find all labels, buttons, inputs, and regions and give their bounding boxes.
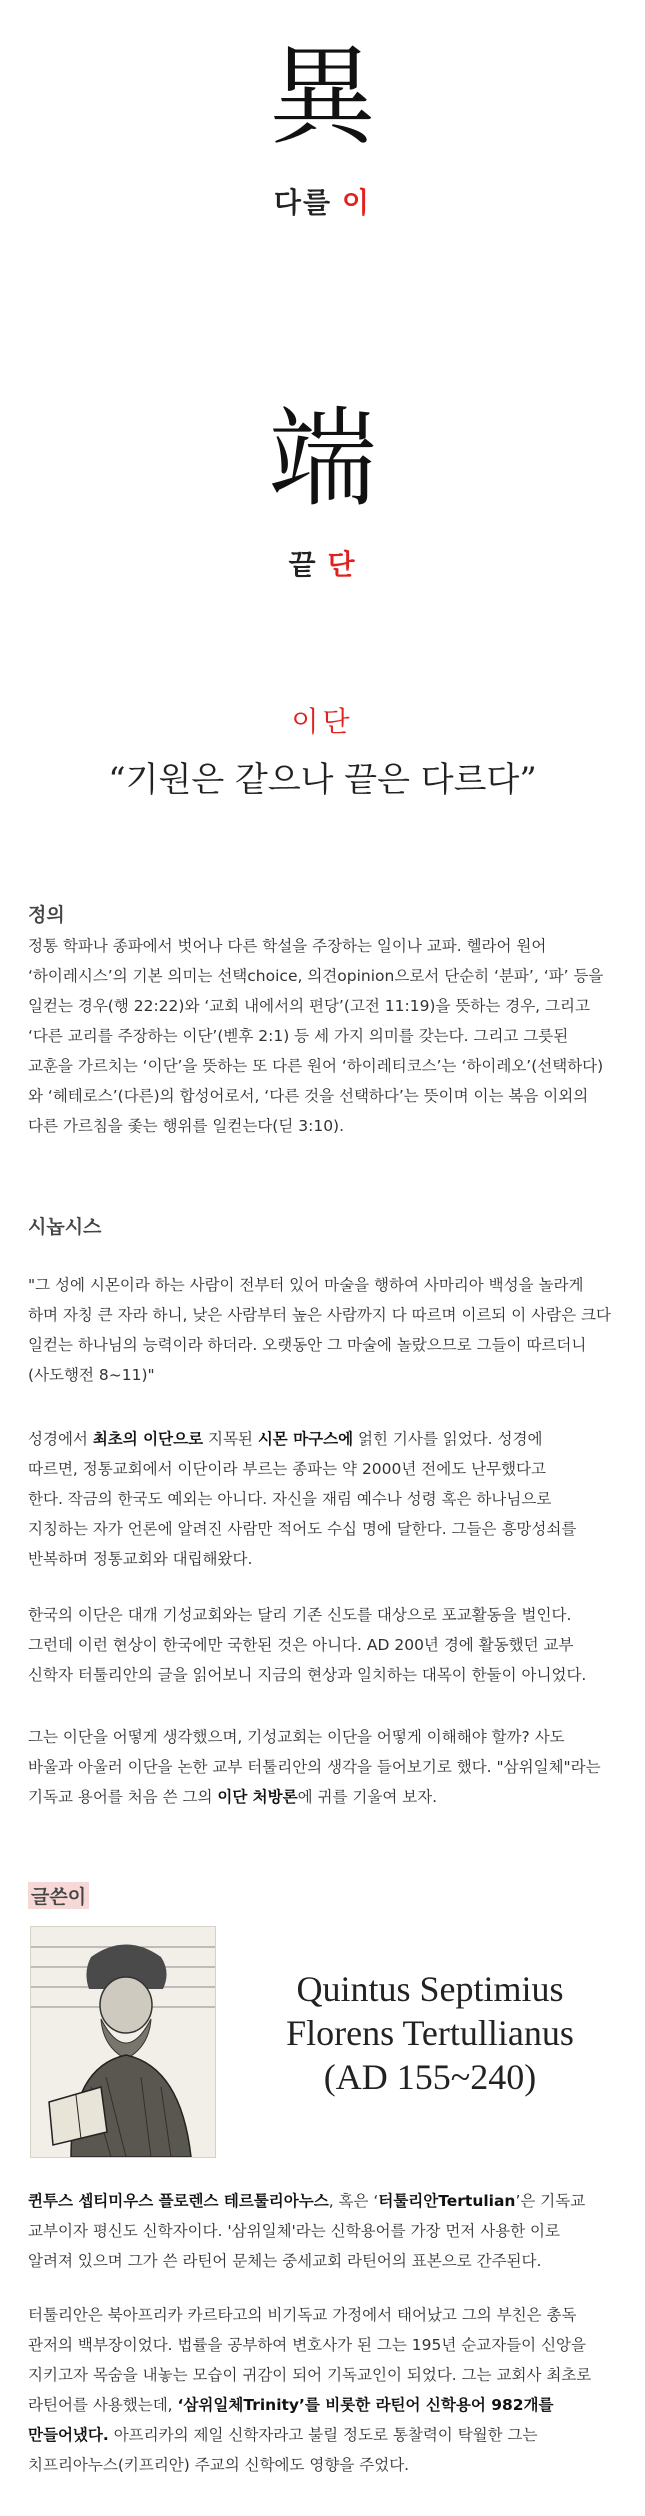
hanja-reading-2 (0, 548, 645, 582)
reading-meaning: 다를 (273, 186, 333, 219)
text-line: 알려져 있으며 그가 쓴 라틴어 문체는 중세교회 라틴어의 표본으로 간주된다. (28, 2252, 542, 2270)
text-line: 퀸투스 셉티미우스 플로렌스 테르툴리아누스, 혹은 ‘터툴리안Tertulian’은 기독교 (28, 2192, 586, 2210)
definition-paragraph (28, 931, 616, 1141)
text-line: 치프리아누스(키프리안) 주교의 신학에도 영향을 주었다. (28, 2456, 410, 2474)
section-heading-synopsis: 시놉시스 (28, 1216, 102, 1238)
text-line: 하며 자칭 큰 자라 하니, 낮은 사람부터 높은 사람까지 다 따르며 이르되 이 사람은 크다 (28, 1306, 611, 1324)
reading-meaning: 끝 (288, 548, 318, 581)
hanja-character-heterodox: 異 (268, 35, 377, 160)
text-line: 정통 학파나 종파에서 벗어나 다른 학설을 주장하는 일이나 교파. 헬라어 원어 (28, 937, 547, 955)
synopsis-paragraph-4 (28, 1722, 616, 1812)
text-line: 신학자 터툴리안의 글을 읽어보니 지금의 현상과 일치하는 대목이 한둘이 아니었다. (28, 1666, 587, 1684)
tertullian-portrait-image (30, 1926, 216, 2158)
slogan: “기원은 같으나 끝은 다르다” (108, 760, 537, 800)
hanja-character-end: 端 (268, 397, 377, 522)
synopsis-paragraph-2 (28, 1424, 616, 1574)
bold-text: ‘삼위일체Trinity’를 비롯한 라틴어 신학용어 982개를 (177, 2396, 554, 2414)
author-lifespan: (AD 155~240) (323, 2057, 537, 2097)
text-line: 교부이자 평신도 신학자이다. '삼위일체'라는 신학용어를 가장 먼저 사용한 이로 (28, 2222, 561, 2240)
text-line: 반복하며 정통교회와 대립해왔다. (28, 1550, 253, 1568)
bold-text: 만들어냈다. (28, 2426, 109, 2444)
bold-text: 터툴리안Tertulian (378, 2192, 516, 2210)
bold-text: 퀸투스 셉티미우스 플로렌스 테르툴리아누스 (28, 2192, 329, 2210)
text-line: ‘하이레시스’의 기본 의미는 선택choice, 의견opinion으로서 단순히 ‘분파’, ‘파’ 등을 (28, 967, 604, 985)
author-latin-name-line-2: Florens Tertullianus (286, 2013, 574, 2053)
text-line: 한다. 작금의 한국도 예외는 아니다. 자신을 재림 예수나 성령 혹은 하나님으로 (28, 1490, 552, 1508)
reading-sound: 단 (327, 548, 357, 581)
text-line: 터툴리안은 북아프리카 카르타고의 비기독교 가정에서 태어났고 그의 부친은 총독 (28, 2306, 577, 2324)
text-line: ‘다른 교리를 주장하는 이단’(벧후 2:1) 등 세 가지 의미를 갖는다. 그리고 그릇된 (28, 1027, 569, 1045)
bold-text: 최초의 이단으로 (92, 1430, 204, 1448)
text-line: (사도행전 8~11)" (28, 1366, 155, 1384)
text-line: 성경에서 최초의 이단으로 지목된 시몬 마구스에 얽힌 기사를 읽었다. 성경에 (28, 1430, 543, 1448)
section-heading-author: 글쓴이 (28, 1882, 89, 1909)
text-line: 와 ‘헤테로스’(다른)의 합성어로서, ‘다른 것을 선택하다’는 뜻이며 이는 복음 이외의 (28, 1087, 589, 1105)
reading-sound: 이 (342, 186, 372, 219)
text-line: 지칭하는 자가 언론에 알려진 사람만 적어도 수십 명에 달한다. 그들은 흥망성쇠를 (28, 1520, 577, 1538)
text-line: 따르면, 정통교회에서 이단이라 부르는 종파는 약 2000년 전에도 난무했다고 (28, 1460, 547, 1478)
text-line: 일컫는 하나님의 능력이라 하더라. 오랫동안 그 마술에 놀랐으므로 그들이 따르더니 (28, 1336, 587, 1354)
text-line: 지키고자 목숨을 내놓는 모습이 귀감이 되어 기독교인이 되었다. 그는 교회사 최초로 (28, 2366, 592, 2384)
hanja-reading-1 (0, 186, 645, 220)
synopsis-paragraph-3 (28, 1600, 616, 1690)
section-heading-definition: 정의 (28, 904, 65, 926)
text-line: 바울과 아울러 이단을 논한 교부 터툴리안의 생각을 들어보기로 했다. "삼위일체"라는 (28, 1758, 601, 1776)
text-line: 관저의 백부장이었다. 법률을 공부하여 변호사가 된 그는 195년 순교자들이 신앙을 (28, 2336, 586, 2354)
synopsis-quote (28, 1270, 616, 1390)
text-line: 기독교 용어를 처음 쓴 그의 이단 처방론에 귀를 기울여 보자. (28, 1788, 438, 1806)
author-latin-name-line-1: Quintus Septimius (296, 1969, 564, 2009)
text-line: 다른 가르침을 좇는 행위를 일컫는다(딛 3:10). (28, 1117, 345, 1135)
text-line: 교훈을 가르치는 ‘이단’을 뜻하는 또 다른 원어 ‘하이레티코스’는 ‘하이레오’(선택하다) (28, 1057, 604, 1075)
text-line: "그 성에 시몬이라 하는 사람이 전부터 있어 마술을 행하여 사마리아 백성을 놀라게 (28, 1276, 584, 1294)
text-line: 만들어냈다. 아프리카의 제일 신학자라고 불릴 정도로 통찰력이 탁월한 그는 (28, 2426, 538, 2444)
text-line: 라틴어를 사용했는데, ‘삼위일체Trinity’를 비롯한 라틴어 신학용어 982개를 (28, 2396, 554, 2414)
bold-text: 시몬 마구스에 (257, 1430, 354, 1448)
author-paragraph-1 (28, 2186, 616, 2276)
text-line: 그는 이단을 어떻게 생각했으며, 기성교회는 이단을 어떻게 이해해야 할까? 사도 (28, 1728, 565, 1746)
page-title: 이단 (291, 705, 354, 738)
engraving-illustration (31, 1927, 215, 2157)
text-line: 한국의 이단은 대개 기성교회와는 달리 기존 신도를 대상으로 포교활동을 벌인다. (28, 1606, 572, 1624)
text-line: 일컫는 경우(행 22:22)와 ‘교회 내에서의 편당’(고전 11:19)을 뜻하는 경우, 그리고 (28, 997, 590, 1015)
author-paragraph-2 (28, 2300, 616, 2480)
bold-text: 이단 처방론 (217, 1788, 298, 1806)
text-line: 그런데 이런 현상이 한국에만 국한된 것은 아니다. AD 200년 경에 활동했던 교부 (28, 1636, 574, 1654)
